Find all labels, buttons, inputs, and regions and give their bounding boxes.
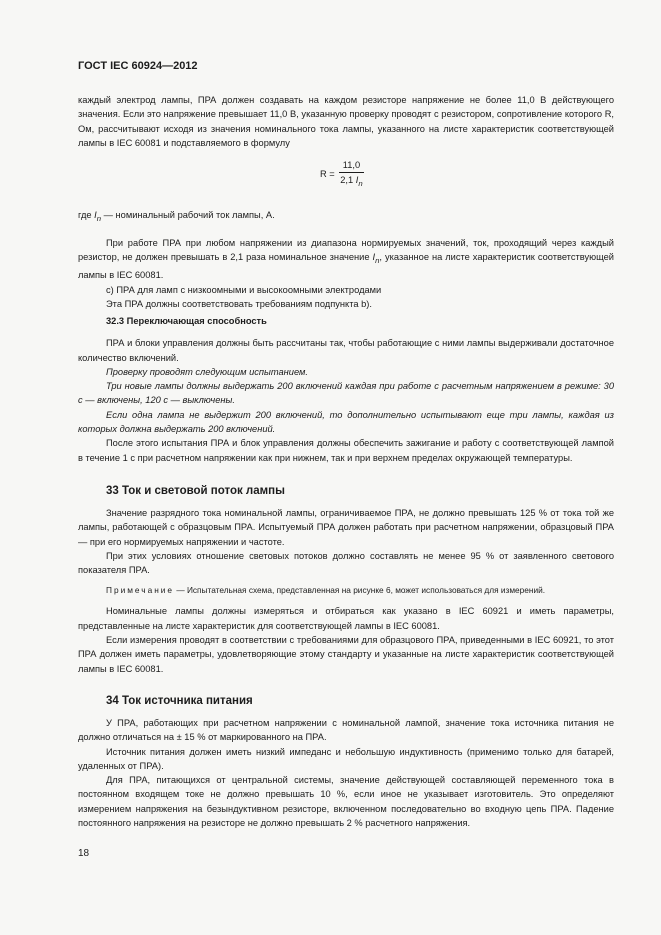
paragraph: Источник питания должен иметь низкий импеданс и небольшую индуктивность (применимо только для батарей, удаленных от ПРА).: [78, 746, 614, 771]
where-text: — номинальный рабочий ток лампы, А.: [101, 210, 275, 220]
section-32-3: [78, 314, 614, 465]
section-33-heading: 33 Ток и световой поток лампы: [106, 485, 285, 497]
paragraph: Значение разрядного тока номинальной лампы, ограничиваемое ПРА, не должно превышать 125 % от тока той же лампы, работающей с образцовым ПРА. Испытуемый ПРА должен работать при расчетном напряжении, образцовый ПРА — при его нормируемых напряжении и частоте.: [78, 508, 614, 547]
paragraph: Эта ПРА должны соответствовать требованиям подпункта b).: [106, 299, 372, 310]
formula-numerator: 11,0: [339, 160, 364, 173]
intro-cont-block: [78, 236, 614, 311]
note: [78, 584, 614, 597]
paragraph: При этих условиях отношение световых потоков должно составлять не менее 95 % от заявленного светового показателя ПРА.: [78, 550, 614, 576]
paragraph: ПРА и блоки управления должны быть рассчитаны так, чтобы работающие с ними лампы выдерживали достаточное количество включений.: [78, 338, 614, 363]
formula-denominator: [340, 173, 362, 188]
where-var: I: [94, 210, 97, 220]
paragraph: Если одна лампа не выдержит 200 включений, то дополнительно испытывают еще три лампы, каждая из которых должна выдержать 200 включений.: [78, 409, 614, 435]
paragraph: Если измерения проводят в соответствии с требованиями для образцового ПРА, приведенными в IEC 60921, то этот ПРА должен иметь параметры, удовлетворяющие этому стандарту и указанные на листе характеристик соответствующей лампы в IEC 60081.: [78, 635, 614, 674]
note-label: Примечание: [106, 585, 175, 596]
section-34: [78, 716, 614, 830]
intro-block: [78, 93, 614, 150]
paragraph: [78, 236, 614, 283]
paragraph: Три новые лампы должны выдержать 200 включений каждая при работе с расчетным напряжением в режиме: 30 с — включены, 120 с — выключены.: [78, 381, 614, 406]
text-run: При работе ПРА при любом напряжении из диапазона нормируемых значений, ток, проходящий через каждый резистор, не должен превышать в 2,1 раза номинальное значение: [78, 238, 614, 263]
where-line: [78, 208, 614, 226]
text-run: , указанное на листе характеристик соответствующей лампы в IEC 60081.: [78, 252, 615, 281]
paragraph: Номинальные лампы должны измеряться и отбираться как указано в IEC 60921 и иметь параметры, представленные на листе характеристик для соответствующей лампы в IEC 60081.: [78, 606, 614, 631]
page-header: ГОСТ IEC 60924—2012: [78, 60, 198, 72]
formula: [320, 160, 364, 188]
page-number: 18: [78, 848, 90, 859]
formula-den-sub: n: [358, 178, 363, 188]
paragraph: Проверку проводят следующим испытанием.: [106, 366, 308, 377]
text-sub: n: [375, 256, 380, 266]
where-sub: n: [96, 213, 102, 223]
where-block: [78, 208, 614, 226]
formula-lhs: R =: [320, 168, 335, 179]
where-prefix: где: [78, 210, 95, 220]
note-text: — Испытательная схема, представленная на рисунке 6, может использоваться для измерений.: [174, 585, 546, 596]
paragraph: c) ПРА для ламп с низкоомными и высокоомными электродами: [106, 284, 382, 295]
formula-den-var: I: [355, 175, 359, 185]
intro-paragraph: каждый электрод лампы, ПРА должен создавать на каждом резисторе напряжение не более 11,0 В действующего значения. Если это напряжение превышает 11,0 В, указанную проверку проводят с резистором, сопротивление которого R, Ом, рассчитывают исходя из значения номинального тока лампы, указанного на листе характеристик соответствующей лампы в IEC 60081 и подставляемого в формулу: [78, 95, 614, 148]
section-33: [78, 506, 614, 676]
paragraph: У ПРА, работающих при расчетном напряжении с номинальной лампой, значение тока источника питания не должно отличаться на ± 15 % от маркированного на ПРА.: [78, 718, 614, 743]
section-34-heading: 34 Ток источника питания: [106, 695, 253, 707]
paragraph: После этого испытания ПРА и блок управления должны обеспечить зажигание и работу с соответствующей лампой в течение 1 с при расчетном напряжении как при нижнем, так и при верхнем пределах окружающей температуры.: [78, 438, 614, 463]
formula-den-coef: 2,1: [340, 175, 356, 185]
paragraph: Для ПРА, питающихся от центральной системы, значение действующей составляющей переменного тока в постоянном входящем токе не должно превышать 10 %, если иное не указывает изготовитель. Это определяют измерением напряжения на безындуктивном резисторе, включенном последовательно во входную цепь ПРА. Падение постоянного напряжения на резисторе не должно превышать 2 % расчетного напряжения.: [78, 775, 614, 829]
section-heading: 32.3 Переключающая способность: [106, 316, 267, 326]
formula-fraction: [339, 160, 364, 188]
text-var: I: [372, 252, 376, 263]
